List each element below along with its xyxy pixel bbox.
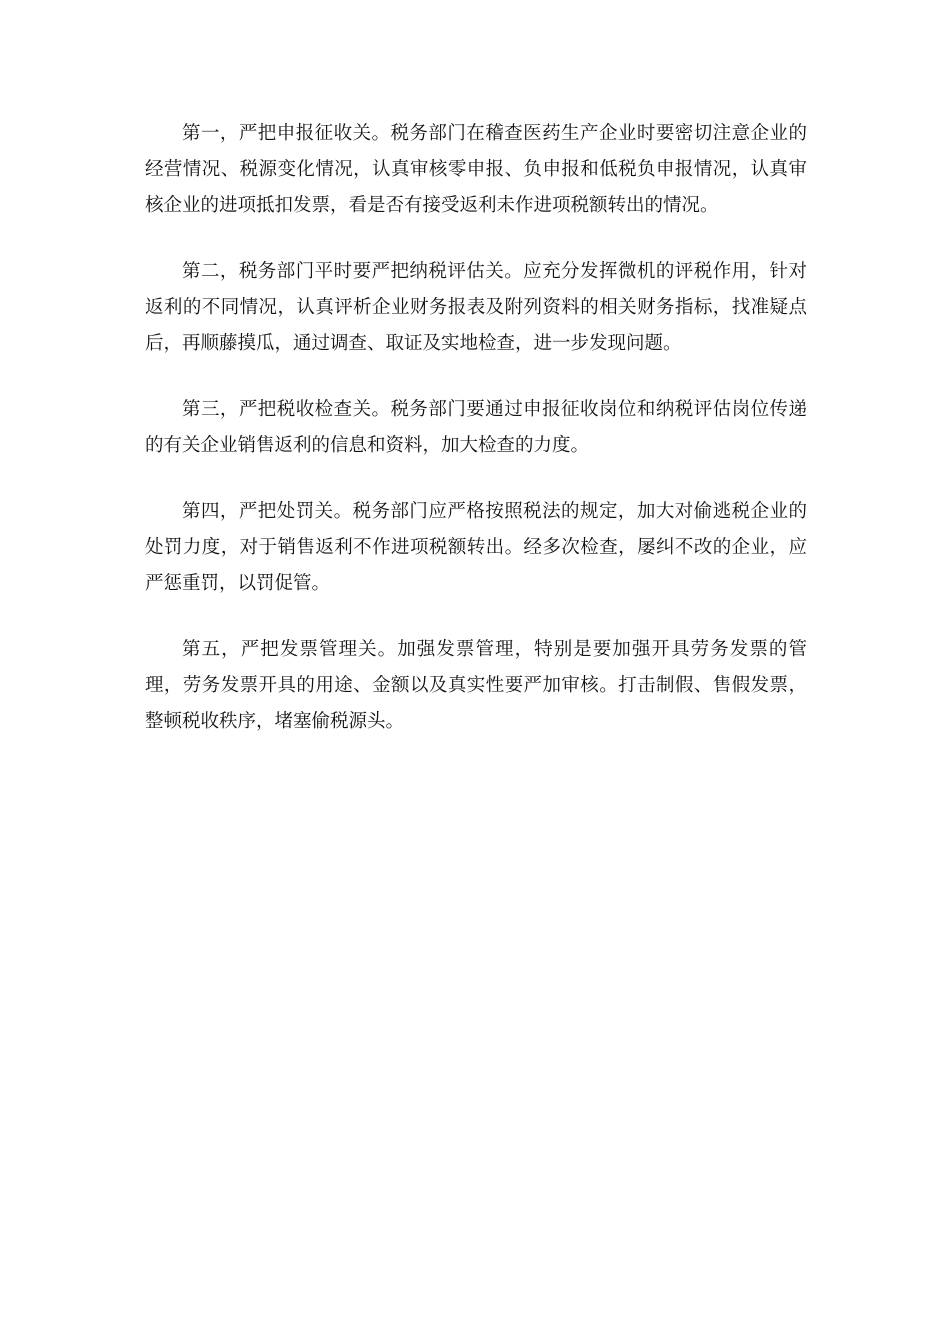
paragraph-4: 第四，严把处罚关。税务部门应严格按照税法的规定，加大对偷逃税企业的处罚力度，对于销售返利不作进项税额转出。经多次检查，屡纠不改的企业，应严惩重罚，以罚促管。 bbox=[145, 501, 807, 594]
paragraph-2: 第二，税务部门平时要严把纳税评估关。应充分发挥微机的评税作用，针对返利的不同情况，认真评析企业财务报表及附列资料的相关财务指标，找准疑点后，再顺藤摸瓜，通过调查、取证及实地检查，进一步发现问题。 bbox=[145, 261, 807, 354]
paragraph-5: 第五，严把发票管理关。加强发票管理，特别是要加强开具劳务发票的管理，劳务发票开具的用途、金额以及真实性要严加审核。打击制假、售假发票，整顿税收秩序，堵塞偷税源头。 bbox=[145, 639, 807, 732]
document-body bbox=[145, 116, 807, 770]
paragraph-1: 第一，严把申报征收关。税务部门在稽查医药生产企业时要密切注意企业的经营情况、税源变化情况，认真审核零申报、负申报和低税负申报情况，认真审核企业的进项抵扣发票，看是否有接受返利未作进项税额转出的情况。 bbox=[145, 123, 807, 216]
paragraph-3: 第三，严把税收检查关。税务部门要通过申报征收岗位和纳税评估岗位传递的有关企业销售返利的信息和资料，加大检查的力度。 bbox=[145, 399, 807, 456]
